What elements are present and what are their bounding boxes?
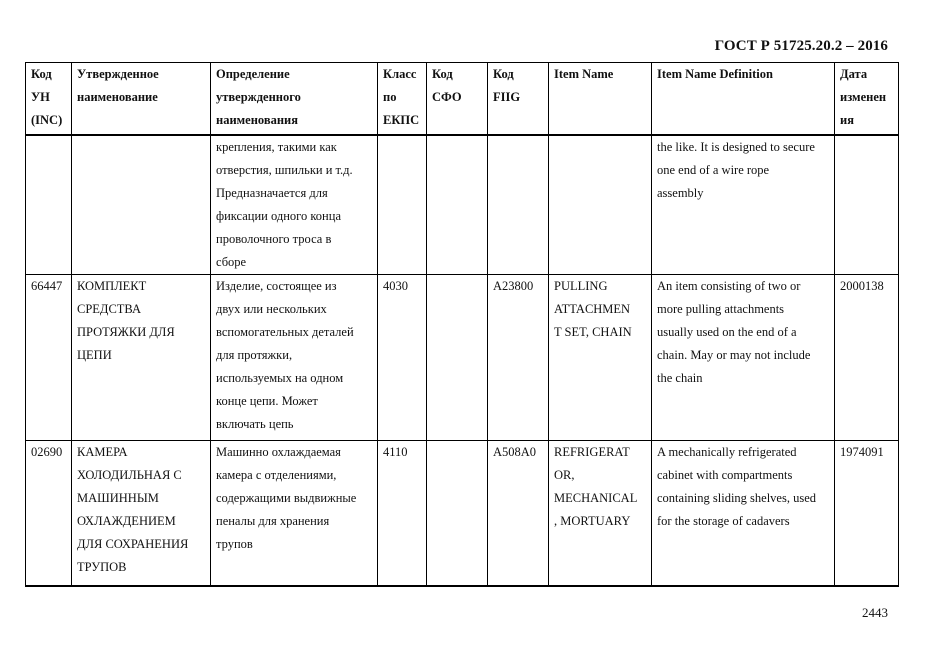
cell-item-definition: A mechanically refrigerated cabinet with compartments containing sliding shelves, used for the storage of cadavers — [652, 440, 835, 586]
cell-date — [835, 135, 899, 275]
header-change-date: Дата изменен ия — [835, 63, 899, 135]
document-header: ГОСТ Р 51725.20.2 – 2016 — [714, 38, 888, 54]
header-inc-code: Код УН (INC) — [26, 63, 72, 135]
cell-definition: Изделие, состоящее из двух или нескольких вспомогательных деталей для протяжки, используемых на одном конце цепи. Может включать цепь — [211, 274, 378, 440]
cell-approved-name: КОМПЛЕКТ СРЕДСТВА ПРОТЯЖКИ ДЛЯ ЦЕПИ — [72, 274, 211, 440]
cell-approved-name: КАМЕРА ХОЛОДИЛЬНАЯ С МАШИННЫМ ОХЛАЖДЕНИЕМ ДЛЯ СОХРАНЕНИЯ ТРУПОВ — [72, 440, 211, 586]
cell-item-name — [549, 135, 652, 275]
cell-ekps: 4110 — [378, 440, 427, 586]
table-header-row — [26, 63, 899, 135]
header-item-name-definition: Item Name Definition — [652, 63, 835, 135]
cell-item-name: REFRIGERAT OR, MECHANICAL , MORTUARY — [549, 440, 652, 586]
cell-ekps: 4030 — [378, 274, 427, 440]
cell-item-name: PULLING ATTACHMEN T SET, CHAIN — [549, 274, 652, 440]
header-sfo-code: Код СФО — [427, 63, 488, 135]
cell-item-definition: An item consisting of two or more pulling attachments usually used on the end of a chain. May or may not include the chain — [652, 274, 835, 440]
header-name-definition: Определение утвержденного наименования — [211, 63, 378, 135]
header-item-name: Item Name — [549, 63, 652, 135]
cell-approved-name — [72, 135, 211, 275]
cell-inc: 02690 — [26, 440, 72, 586]
cell-sfo — [427, 274, 488, 440]
header-approved-name: Утвержденное наименование — [72, 63, 211, 135]
cell-definition: Машинно охлаждаемая камера с отделениями, содержащими выдвижные пеналы для хранения трупов — [211, 440, 378, 586]
cell-inc: 66447 — [26, 274, 72, 440]
header-ekps-class: Класс по ЕКПС — [378, 63, 427, 135]
cell-date: 1974091 — [835, 440, 899, 586]
cell-item-definition: the like. It is designed to secure one end of a wire rope assembly — [652, 135, 835, 275]
cell-sfo — [427, 440, 488, 586]
header-fiig-code: Код FIIG — [488, 63, 549, 135]
cell-inc — [26, 135, 72, 275]
cell-ekps — [378, 135, 427, 275]
classification-table — [25, 62, 899, 587]
page-number: 2443 — [862, 605, 888, 620]
table-row — [26, 440, 899, 586]
cell-date: 2000138 — [835, 274, 899, 440]
table-row — [26, 274, 899, 440]
cell-fiig — [488, 135, 549, 275]
cell-fiig: A508A0 — [488, 440, 549, 586]
cell-definition: крепления, такими как отверстия, шпильки и т.д. Предназначается для фиксации одного конца проволочного троса в сборе — [211, 135, 378, 275]
cell-sfo — [427, 135, 488, 275]
table-row — [26, 135, 899, 275]
cell-fiig: A23800 — [488, 274, 549, 440]
